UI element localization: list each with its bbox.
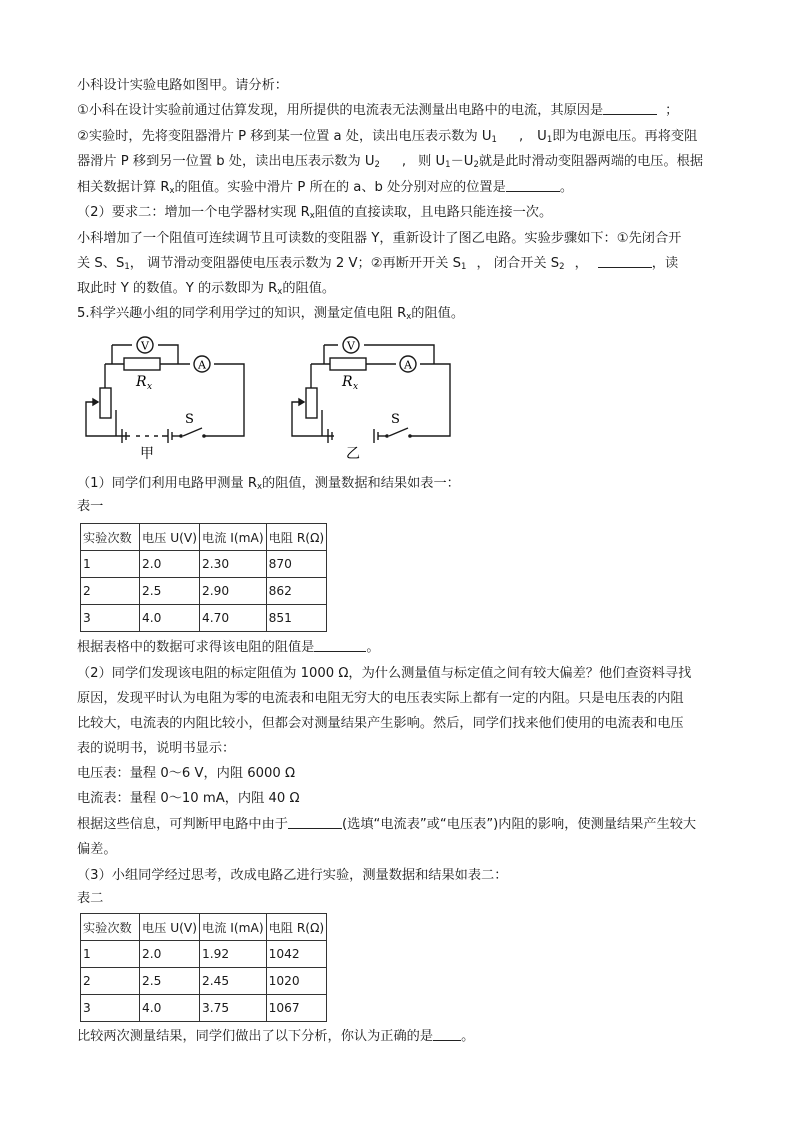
question-1-line: ①小科在设计实验前通过估算发现，用所提供的电流表无法测量出电路中的电流，其原因是 ； — [77, 103, 679, 118]
answer-blank[interactable] — [314, 638, 366, 652]
table-row: 2 2.5 2.45 1020 — [81, 968, 327, 995]
part-2-line-2: 原因，发现平时认为电阻为零的电流表和电阻无穷大的电压表实际上都有一定的内阻。只是电压表的内阻 — [77, 691, 684, 706]
table-header-row: 实验次数 电压 U(V) 电流 I(mA) 电阻 R(Ω) — [81, 914, 327, 941]
wire — [105, 364, 244, 436]
resistor-rx — [124, 358, 160, 370]
answer-blank[interactable] — [603, 101, 657, 115]
question-2-line-3: 相关数据计算 $R_x$的阻值。实验中滑片 P 所在的 a、b 处分别对应的位置是 。 — [77, 180, 573, 196]
table-2 — [80, 913, 327, 1022]
part-2-line-3: 比较大，电流表的内阻比较小，但都会对测量结果产生影响。然后，同学们找来他们使用的电流表和电压 — [77, 716, 684, 731]
answer-blank[interactable] — [433, 1027, 461, 1041]
experiment-steps-line-1: 小科增加了一个阻值可连续调节且可读数的变阻器 Y，重新设计了图乙电路。实验步骤如下：①先闭合开 — [77, 231, 682, 246]
question-2-line-2: 器滑片 P 移到另一位置 b 处，读出电压表示数为 $U_2$ , 则 $U_1-U_2$就是此时滑动变阻器两端的电压。根据 — [77, 154, 704, 170]
voltmeter-label: V — [347, 339, 355, 353]
table-2-title: 表二 — [77, 891, 104, 906]
question-5-title: 5.科学兴趣小组的同学利用学过的知识，测量定值电阻 $R_x$的阻值。 — [77, 306, 465, 322]
part-2-line-4: 表的说明书，说明书显示： — [77, 741, 236, 756]
answer-blank[interactable] — [288, 815, 342, 829]
part-2-line-6: 偏差。 — [77, 842, 117, 857]
experiment-steps-line-2: 关 S、$S_1$， 调节滑动变阻器使电压表示数为 2 V；②再断开开关 $S_1$ ， 闭合开关 $S_2$ ， ，读 — [77, 256, 679, 272]
table-header-row: 实验次数 电压 U(V) 电流 I(mA) 电阻 R(Ω) — [81, 524, 327, 551]
requirement-2-line: （2）要求二：增加一个电学器材实现 $R_x$阻值的直接读取，且电路只能连接一次。 — [77, 205, 553, 221]
resistance-answer-line: 根据表格中的数据可求得该电阻的阻值是 。 — [77, 640, 380, 655]
table-row: 3 4.0 4.70 851 — [81, 605, 327, 632]
rheostat — [100, 388, 111, 418]
part-3-line: （3）小组同学经过思考，改成电路乙进行实验，测量数据和结果如表二： — [77, 868, 508, 883]
rx-subscript: x — [147, 382, 153, 392]
rx-label: R — [342, 374, 353, 390]
ammeter-label: A — [198, 358, 206, 372]
table-row: 3 4.0 3.75 1067 — [81, 995, 327, 1022]
table-row: 1 2.0 2.30 870 — [81, 551, 327, 578]
part-2-line-5: 根据这些信息，可判断甲电路中由于 (选填“电流表”或“电压表”)内阻的影响，使测量结果产生较大 — [77, 817, 697, 832]
ammeter-spec: 电流表：量程 0～10 mA，内阻 40 Ω — [77, 791, 300, 806]
ammeter-label: A — [404, 358, 412, 372]
question-2-line-1: ②实验时，先将变阻器滑片 P 移到某一位置 a 处，读出电压表示数为 $U_1$ , $U_1$即为电源电压。再将变阻 — [77, 129, 698, 145]
voltmeter-spec: 电压表：量程 0～6 V，内阻 6000 Ω — [77, 766, 296, 781]
table-1-title: 表一 — [77, 499, 104, 514]
answer-blank[interactable] — [598, 254, 652, 268]
table-row: 1 2.0 1.92 1042 — [81, 941, 327, 968]
answer-blank[interactable] — [506, 178, 560, 192]
circuit-diagram-jia — [78, 330, 258, 468]
experiment-steps-line-3: 取此时 Y 的数值。Y 的示数即为 $R_x$的阻值。 — [77, 281, 336, 297]
part-1-line: （1）同学们利用电路甲测量 $R_x$的阻值，测量数据和结果如表一： — [77, 476, 460, 492]
table-row: 2 2.5 2.90 862 — [81, 578, 327, 605]
rx-label: R — [136, 374, 147, 390]
final-question-line: 比较两次测量结果，同学们做出了以下分析，你认为正确的是 。 — [77, 1029, 475, 1044]
intro-line: 小科设计实验电路如图甲。请分析： — [77, 78, 288, 93]
table-1 — [80, 523, 327, 632]
voltmeter-label: V — [141, 339, 149, 353]
figure-caption-yi: 乙 — [346, 446, 360, 462]
part-2-line-1: （2）同学们发现该电阻的标定阻值为 1000 Ω，为什么测量值与标定值之间有较大偏差？他们查资料寻找 — [77, 666, 692, 681]
figure-caption-jia: 甲 — [140, 446, 154, 462]
switch-label: S — [185, 412, 194, 427]
switch-label: S — [391, 412, 400, 427]
circuit-diagram-yi — [284, 330, 464, 468]
rx-subscript: x — [353, 382, 359, 392]
